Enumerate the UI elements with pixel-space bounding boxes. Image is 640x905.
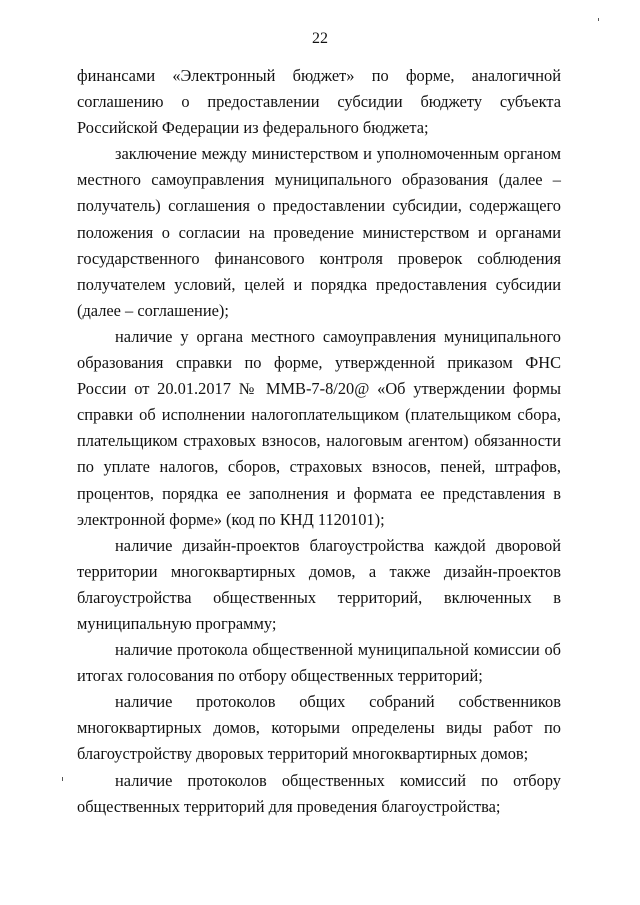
document-body xyxy=(77,63,561,820)
paragraph: наличие у органа местного самоуправления муниципального образования справки по форме, утвержденной приказом ФНС России от 20.01.2017 № ММВ-7-8/20@ «Об утверждении формы справки об исполнении налогоплательщиком (плательщиком сбора, плательщиком страховых взносов, налоговым агентом) обязанности по уплате налогов, сборов, страховых взносов, пеней, штрафов, процентов, порядка ее заполнения и формата ее представления в электронной форме» (код по КНД 1120101); xyxy=(77,326,561,529)
paragraph: финансами «Электронный бюджет» по форме, аналогичной соглашению о предоставлении субсидии бюджету субъекта Российской Федерации из федерального бюджета; xyxy=(77,66,561,138)
paragraph: наличие протоколов общественных комиссий по отбору общественных территорий для проведения благоустройства; xyxy=(77,770,561,816)
paragraph: наличие дизайн-проектов благоустройства каждой дворовой территории многоквартирных домов, а также дизайн-проектов благоустройства общественных территорий, включенных в муниципальную программу; xyxy=(77,535,561,633)
paragraph: наличие протоколов общих собраний собственников многоквартирных домов, которыми определены виды работ по благоустройству дворовых территорий многоквартирных домов; xyxy=(77,692,561,764)
paragraph: заключение между министерством и уполномоченным органом местного самоуправления муниципального образования (далее – получатель) соглашения о предоставлении субсидии, содержащего положения о согласии на проведение министерством и органами государственного финансового контроля проверок соблюдения получателем условий, целей и порядка предоставления субсидии (далее – соглашение); xyxy=(77,144,561,320)
page-number: 22 xyxy=(312,30,328,47)
scan-speck xyxy=(598,18,599,21)
scan-speck xyxy=(62,777,63,781)
paragraph: наличие протокола общественной муниципальной комиссии об итогах голосования по отбору общественных территорий; xyxy=(77,640,561,686)
